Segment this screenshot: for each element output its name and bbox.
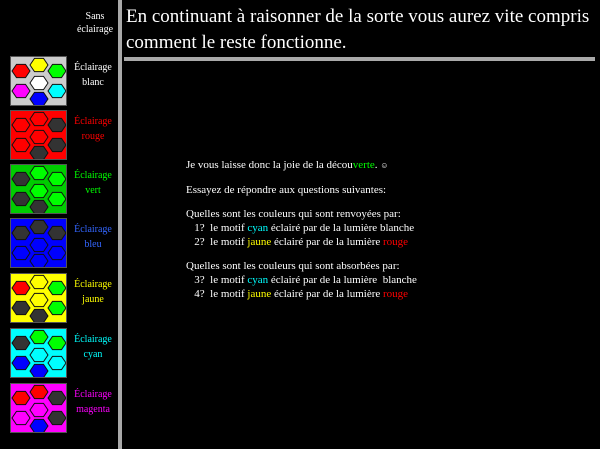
hexagon-cell: [12, 118, 30, 131]
hexagon-cell: [30, 166, 48, 179]
question-item-prefix: 3? le motif: [186, 274, 248, 286]
hexagon-cell: [12, 281, 30, 294]
hexagon-cell: [48, 411, 66, 424]
hexagon-cell: [48, 226, 66, 239]
hexagon-cell: [30, 348, 48, 361]
color-word-jaune: jaune: [247, 288, 272, 300]
hexagon-cell: [48, 172, 66, 185]
hexagon-pattern-red-light: [10, 110, 67, 160]
light-label-jaune: Éclairage jaune: [74, 279, 112, 305]
lighting-sidebar: [0, 0, 116, 449]
hexagon-cell: [30, 200, 48, 213]
hexagon-cell: [30, 76, 48, 89]
page-title: En continuant à raisonner de la sorte vous aurez vite compris comment le reste fonctionne.: [126, 6, 590, 53]
hexagon-cell: [48, 356, 66, 369]
hexagon-pattern-green-light: [10, 164, 67, 214]
questions-prompt: Essayez de répondre aux questions suivantes:: [186, 184, 387, 196]
intro-line: [186, 158, 586, 173]
hexagon-cell: [48, 118, 66, 131]
hexagon-cell: [12, 411, 30, 424]
color-word-cyan: cyan: [247, 222, 269, 234]
hexagon-pattern-yellow-light: [10, 273, 67, 323]
hexagon-cell: [12, 356, 30, 369]
hexagon-cell: [12, 84, 30, 97]
intro-period: .: [374, 159, 378, 171]
light-option-bleu[interactable]: [10, 218, 118, 270]
hexagon-pattern-cyan-light: [10, 328, 67, 378]
hexagon-cell: [30, 238, 48, 251]
hexagon-cell: [48, 281, 66, 294]
hexagon-cell: [12, 64, 30, 77]
hexagon-cell: [30, 275, 48, 288]
question-renvoyees: Quelles sont les couleurs qui sont renvoyées par:: [186, 208, 401, 220]
color-word-jaune: jaune: [247, 236, 272, 248]
hexagon-cell: [30, 130, 48, 143]
hexagon-cell: [48, 84, 66, 97]
hexagon-cell: [30, 419, 48, 432]
hexagon-cell: [48, 301, 66, 314]
hexagon-cell: [12, 301, 30, 314]
question-item: [186, 221, 586, 235]
hexagon-cell: [30, 58, 48, 71]
hexagon-cell: [30, 112, 48, 125]
question-item-middle: éclairé par de la lumière: [271, 288, 384, 300]
light-word-rouge: rouge: [383, 236, 409, 248]
light-option-cyan[interactable]: [10, 328, 118, 380]
question-item-prefix: 1? le motif: [186, 222, 248, 234]
instruction-text: [186, 158, 586, 301]
light-label-magenta: Éclairage magenta: [74, 389, 112, 415]
vertical-divider: [118, 0, 122, 449]
hexagon-cell: [30, 330, 48, 343]
light-option-rouge[interactable]: [10, 110, 118, 162]
question-absorbees: Quelles sont les couleurs qui sont absorbées par:: [186, 260, 400, 272]
hexagon-cell: [30, 184, 48, 197]
light-word-blanche: blanche: [379, 222, 415, 234]
question-item-prefix: 4? le motif: [186, 288, 248, 300]
light-option-blanc[interactable]: [10, 56, 118, 108]
intro-highlight-verte: verte: [352, 159, 375, 171]
hexagon-cell: [30, 146, 48, 159]
hexagon-pattern-blue-light: [10, 218, 67, 268]
hexagon-cell: [48, 336, 66, 349]
question-item: [186, 287, 586, 301]
light-label-rouge: Éclairage rouge: [74, 116, 112, 142]
light-label-vert: Éclairage vert: [74, 170, 112, 196]
hexagon-cell: [48, 192, 66, 205]
question-item: [186, 273, 586, 287]
light-label-bleu: Éclairage bleu: [74, 224, 112, 250]
hexagon-cell: [30, 403, 48, 416]
light-option-vert[interactable]: [10, 164, 118, 216]
hexagon-cell: [48, 138, 66, 151]
hexagon-cell: [12, 172, 30, 185]
intro-text: Je vous laisse donc la joie de la décou: [186, 159, 353, 171]
hexagon-cell: [30, 92, 48, 105]
light-option-magenta[interactable]: [10, 383, 118, 435]
hexagon-cell: [12, 138, 30, 151]
light-word-blanche: blanche: [382, 274, 417, 286]
hexagon-cell: [48, 391, 66, 404]
hexagon-cell: [30, 309, 48, 322]
hexagon-cell: [48, 64, 66, 77]
hexagon-cell: [12, 226, 30, 239]
hexagon-pattern-white-light: [10, 56, 67, 106]
hexagon-cell: [30, 293, 48, 306]
hexagon-cell: [48, 246, 66, 259]
hexagon-cell: [12, 192, 30, 205]
hexagon-pattern-magenta-light: [10, 383, 67, 433]
question-item: [186, 235, 586, 249]
hexagon-cell: [30, 385, 48, 398]
question-item-middle: éclairé par de la lumière: [268, 274, 383, 286]
light-label-blanc: Éclairage blanc: [74, 62, 112, 88]
hexagon-cell: [12, 336, 30, 349]
hexagon-cell: [12, 246, 30, 259]
light-label-cyan: Éclairage cyan: [74, 334, 112, 360]
question-item-middle: éclairé par de la lumière: [268, 222, 380, 234]
smiley-icon: ☺: [380, 161, 389, 170]
hexagon-cell: [30, 254, 48, 267]
hexagon-cell: [30, 220, 48, 233]
color-word-cyan: cyan: [247, 274, 269, 286]
hexagon-cell: [12, 391, 30, 404]
question-item-prefix: 2? le motif: [186, 236, 248, 248]
light-word-rouge: rouge: [383, 288, 409, 300]
question-item-middle: éclairé par de la lumière: [271, 236, 384, 248]
no-lighting-label[interactable]: Sans éclairage: [76, 11, 114, 35]
light-option-jaune[interactable]: [10, 273, 118, 325]
title-underline-bar: [124, 57, 595, 61]
hexagon-cell: [30, 364, 48, 377]
